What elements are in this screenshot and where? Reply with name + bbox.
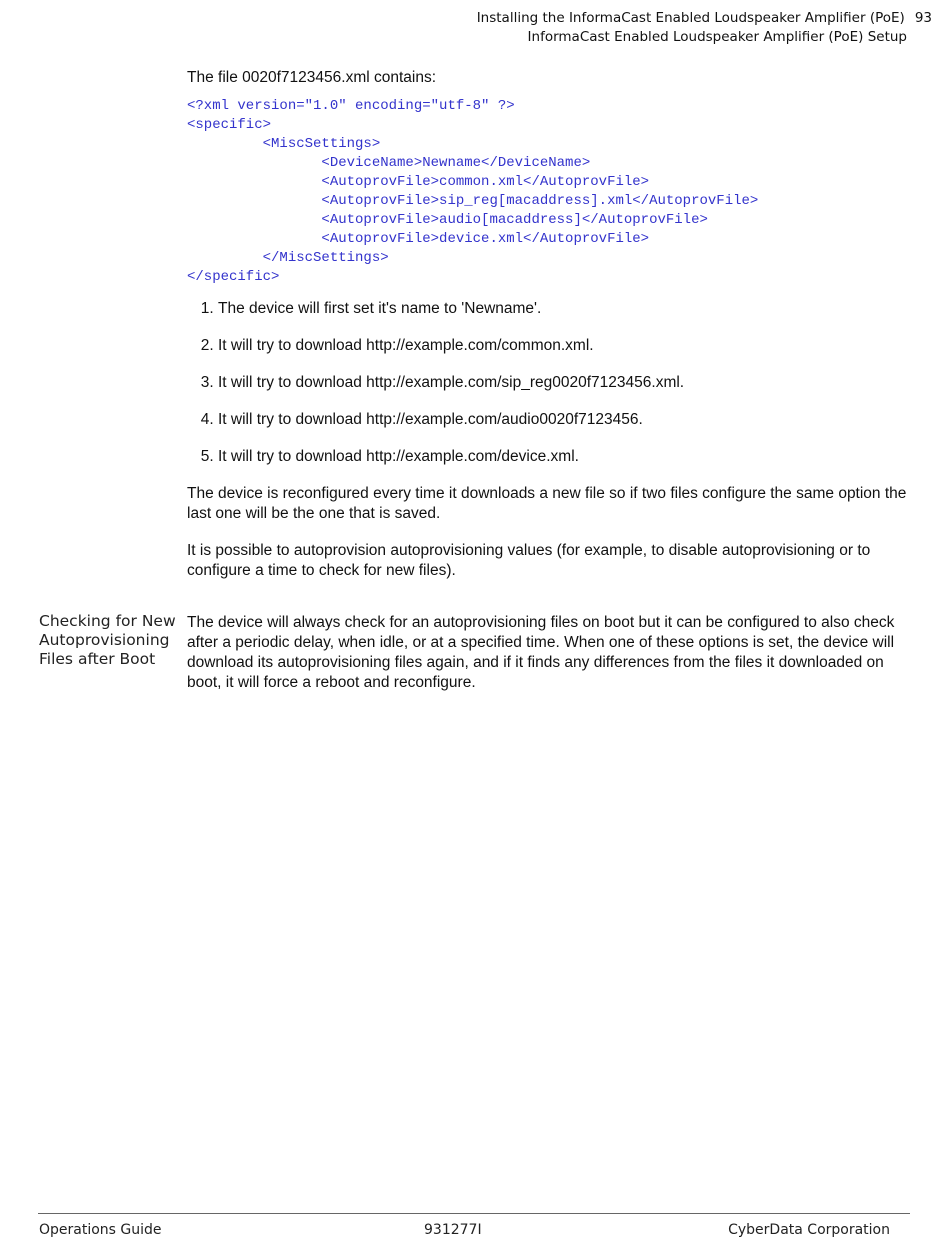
section-body-text: The device will always check for an autoprovisioning files on boot but it can be configured to also check after a periodic delay, when idle, or at a specified time. When one of these options is set, the device will download its autoprovisioning files again, and if it finds any differences from the files it downloaded on boot, it will force a reboot and reconfigure. [187,614,895,691]
list-item: 5. It will try to download http://example.com/device.xml. [218,447,909,467]
list-item: 3. It will try to download http://example.com/sip_reg0020f7123456.xml. [218,373,909,393]
xml-code-block: <?xml version="1.0" encoding="utf-8" ?> <specific> <MiscSettings> <DeviceName>Newname</DeviceName> <AutoprovFile>common.xml</AutoprovFile> <AutoprovFile>sip_reg[macaddress].xml</AutoprovFile> <AutoprovFile>audio[macaddress]</AutoprovFile> <AutoprovFile>device.xml</AutoprovFile> </MiscSettings> </specific> [187,98,759,285]
intro-text: The file 0020f7123456.xml contains: [187,69,437,86]
steps-list [187,299,909,467]
page-number: 93 [914,10,932,26]
footer-left: Operations Guide [39,1222,162,1238]
main-content [187,68,909,598]
footer-right: CyberData Corporation [728,1222,890,1238]
section-heading: Checking for New Autoprovisioning Files after Boot [39,612,176,668]
list-item: 2. It will try to download http://example.com/common.xml. [218,336,909,356]
list-item: 4. It will try to download http://example.com/audio0020f7123456. [218,410,909,430]
header-section-title: InformaCast Enabled Loudspeaker Amplifier (PoE) Setup [527,29,907,45]
page-header [477,9,932,47]
list-item: 1. The device will first set it's name to 'Newname'. [218,299,909,319]
autoprovision-paragraph: It is possible to autoprovision autoprovisioning values (for example, to disable autoprovisioning or to configure a time to check for new files). [187,542,871,579]
footer-divider [38,1213,910,1214]
footer-center: 931277I [424,1222,482,1238]
header-chapter-line [477,9,932,28]
header-chapter-title: Installing the InformaCast Enabled Loudspeaker Amplifier (PoE) [476,10,905,26]
reconfigure-paragraph: The device is reconfigured every time it downloads a new file so if two files configure the same option the last one will be the one that is saved. [187,485,907,522]
